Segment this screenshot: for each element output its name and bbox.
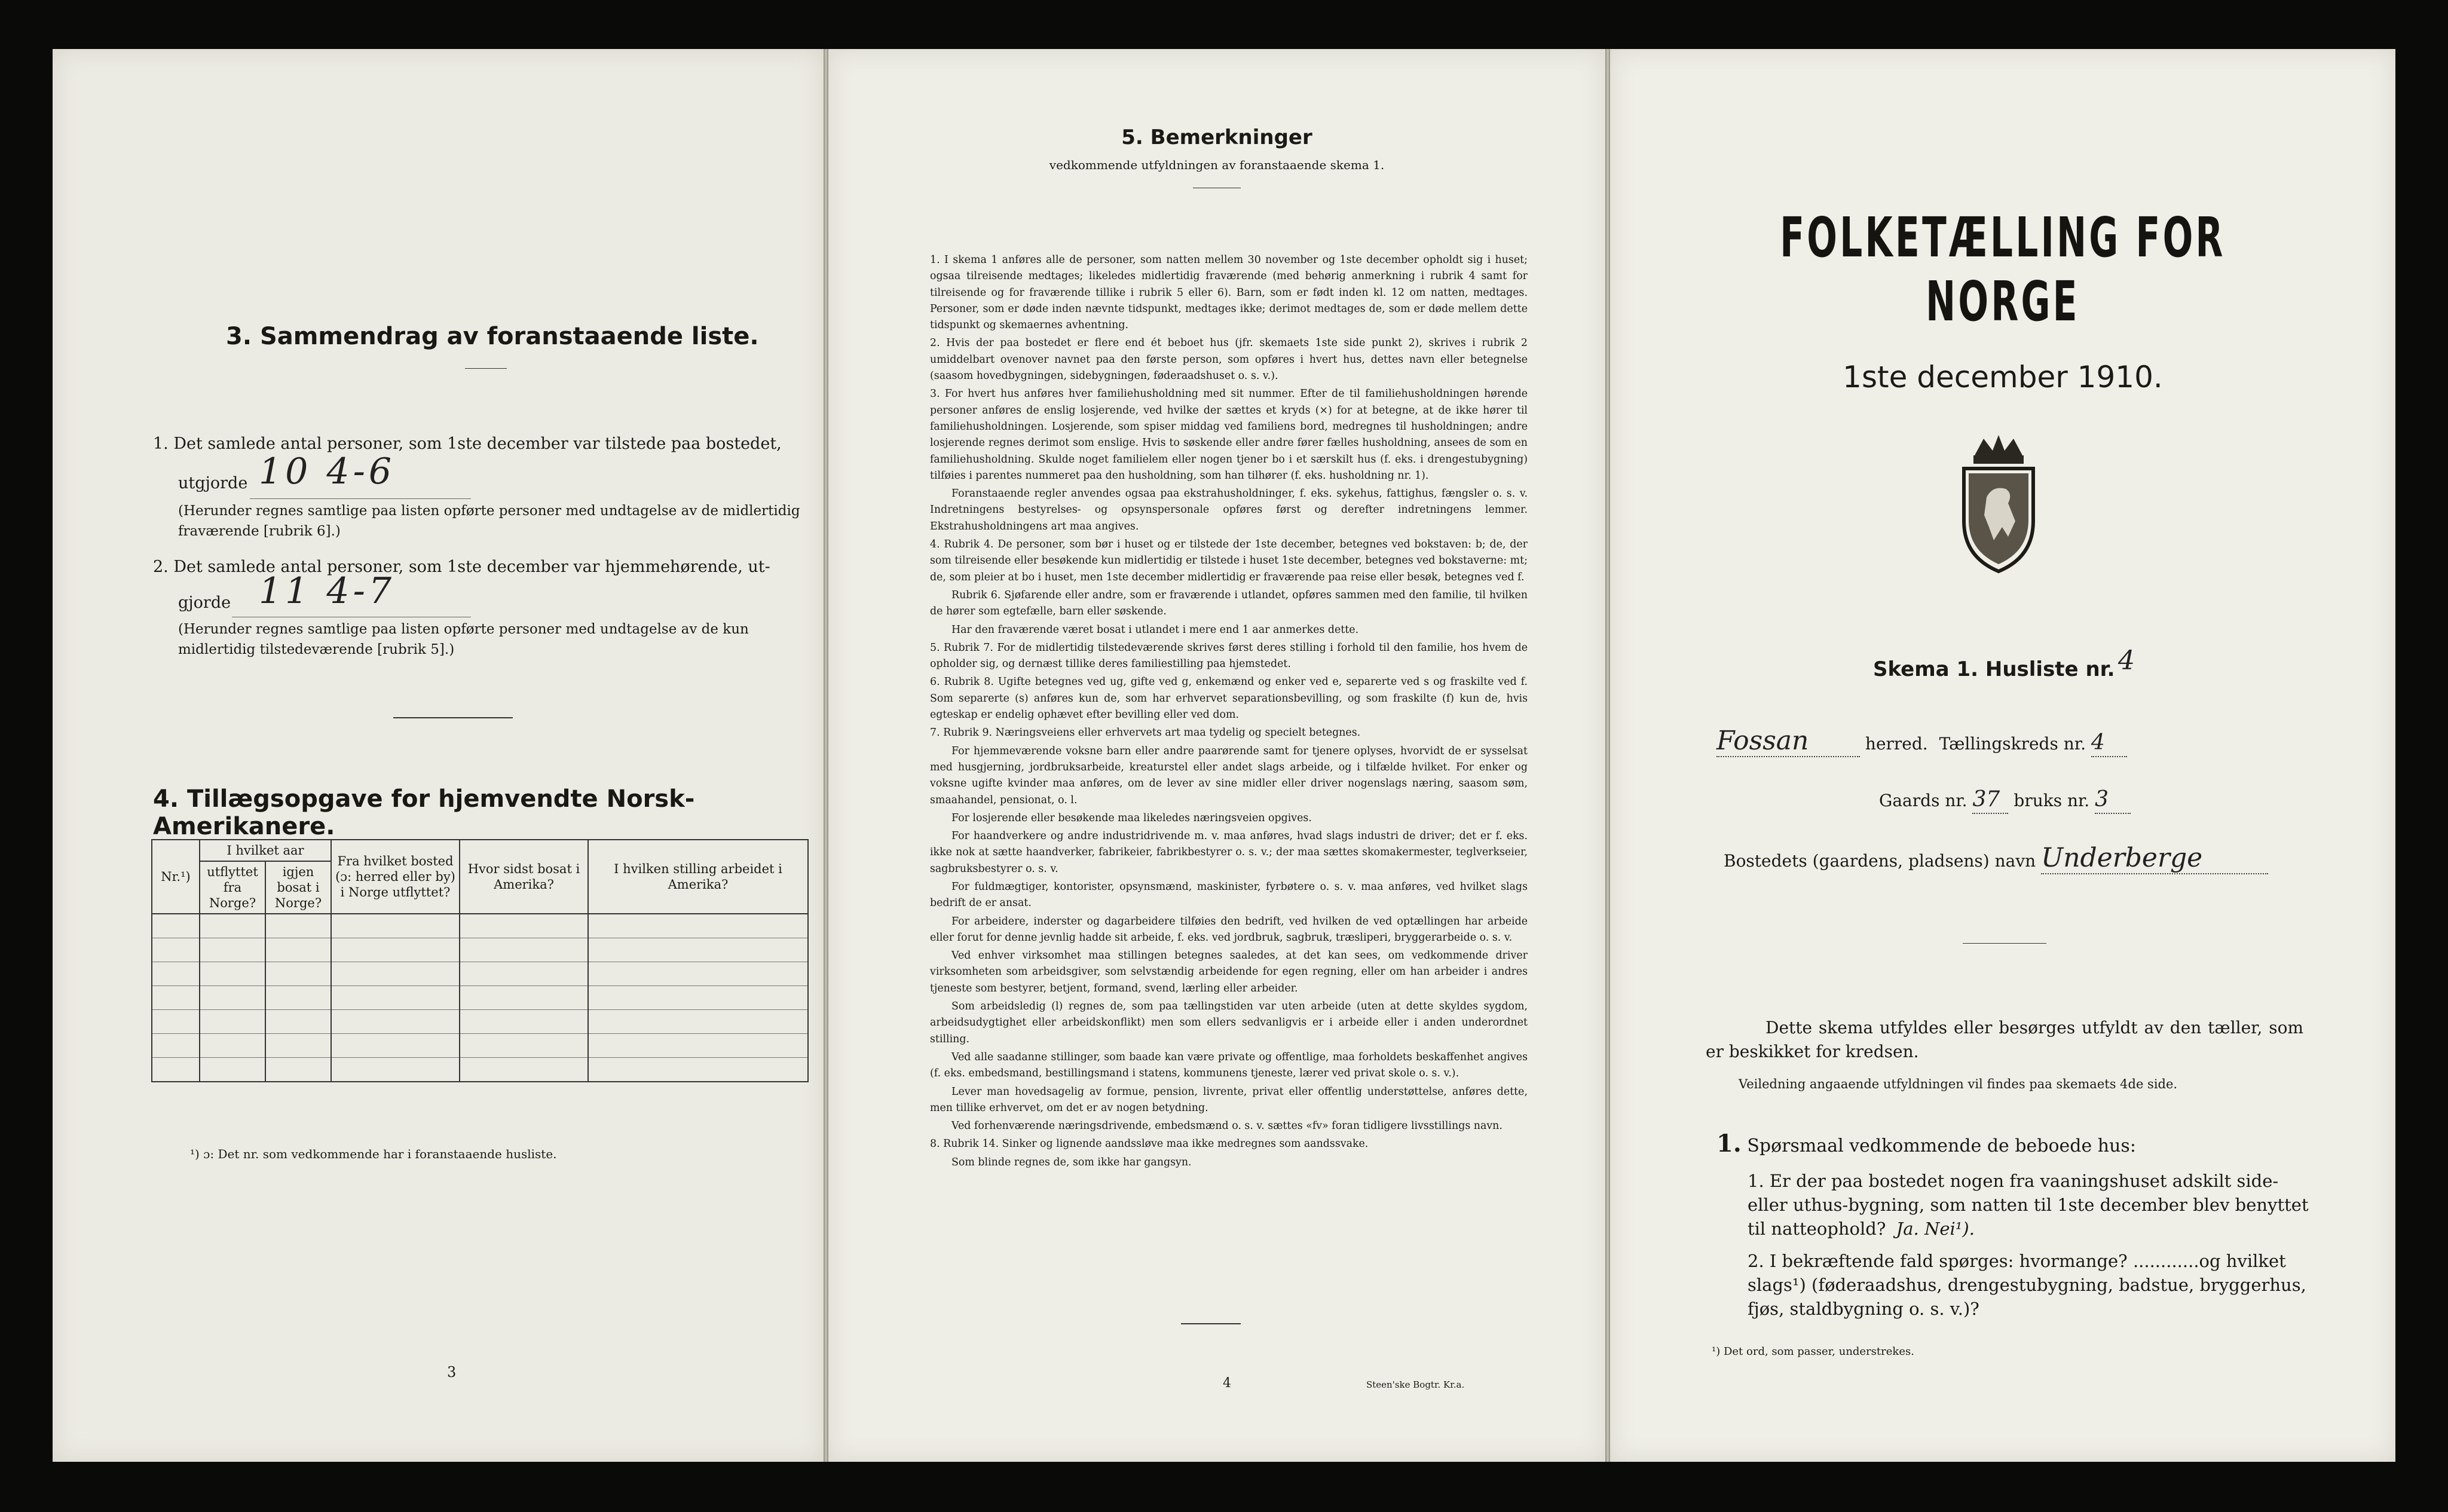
remark-paragraph: Ved forhenværende næringsdrivende, embedsmænd o. s. v. sættes «fv» foran tidligere livsstillings navn. xyxy=(951,1120,1503,1133)
col-returned: igjen bosat i Norge? xyxy=(265,861,331,914)
remarks-title: 5. Bemerkninger xyxy=(1121,126,1312,149)
right-page xyxy=(1610,49,2395,1462)
remark-paragraph: 3. For hvert hus anføres hver familiehusholdning med sit nummer. Efter de til familiehusholdningen hørende personer anføres de enslig losjerende, ved hvilke der sættes et kryds (×) for at betegne, at de ikke hører til familiehusholdningen. Losjerende, som spiser middag ved familiens bord, medregnes til husholdningen; andre losjerende regnes derimot som enslige. Hvis to søskende eller andre fører fælles husholdning, ansees de som en familiehusholdning. Skulde noget familielem eller nogen tjener bo i et særskilt hus (f. eks. i drengestubygning) tilføies i parentes nummeret paa den husholdning, som han tilhører (f. eks. husholdning nr. 1). xyxy=(930,388,1528,482)
remark-paragraph: Ved enhver virksomhet maa stillingen betegnes saaledes, at det kan sees, om vedkommende driver virksomheten som arbeidsgiver, som selvstændig arbeidende for egen regning, eller om han arbeider i andres tjeneste som bestyrer, betjent, formand, svend, lærling eller arbeider. xyxy=(930,950,1528,994)
remark-paragraph: Foranstaaende regler anvendes ogsaa paa ekstrahusholdninger, f. eks. sykehus, fattighus, fængsler o. s. v. Indretningens bestyrelses- og opsynspersonale opføres først og derefter indretningens lemmer. Ekstrahusholdningens art maa angives. xyxy=(930,488,1528,532)
page-fold xyxy=(1605,49,1610,1462)
herred-value: Fossan xyxy=(1716,726,1809,756)
summary-item-1-value: 10 4-6 xyxy=(259,451,396,492)
gaards-value: 37 xyxy=(1972,787,2000,812)
page-number: 4 xyxy=(1223,1376,1231,1391)
skema-label: Skema 1. Husliste nr. xyxy=(1873,657,2115,681)
gaards-label: Gaards nr. xyxy=(1879,791,1967,810)
remark-paragraph: Som arbeidsledig (l) regnes de, som paa tællingstiden var uten arbeide (uten at dette skyldes sygdom, arbeidsudygtighet eller arbeidskonflikt) men som ellers sedvanligvis er i arbeide eller i anden underordnet stilling. xyxy=(930,1000,1528,1045)
guidance-text: Veiledning angaaende utfyldningen vil findes paa skemaets 4de side. xyxy=(1739,1077,2178,1091)
table-footnote: ¹) ɔ: Det nr. som vedkommende har i foranstaaende husliste. xyxy=(190,1147,557,1161)
herred-label: herred. xyxy=(1865,734,1928,754)
norsk-amerikanere-table xyxy=(151,839,809,1082)
summary-item-2 xyxy=(153,553,816,581)
remark-paragraph: 8. Rubrik 14. Sinker og lignende aandssløve maa ikke medregnes som aandssvake. xyxy=(930,1138,1369,1150)
summary-item-1-text: 1. Det samlede antal personer, som 1ste december var tilstede paa bostedet, xyxy=(153,434,782,453)
section-divider xyxy=(393,717,513,718)
kreds-value: 4 xyxy=(2091,730,2105,755)
table-row xyxy=(152,986,808,1010)
husliste-number: 4 xyxy=(2118,645,2135,676)
question-1 xyxy=(1748,1169,2309,1241)
footnote: ¹) Det ord, som passer, understrekes. xyxy=(1712,1345,1914,1358)
question-1-text: 1. Er der paa bostedet nogen fra vaaningshuset adskilt side- eller uthus-bygning, som natten til 1ste december blev benyttet til natteophold? xyxy=(1748,1171,2309,1239)
table-row xyxy=(152,962,808,986)
remark-paragraph: For losjerende eller besøkende maa likeledes næringsveien opgives. xyxy=(951,812,1312,824)
remark-paragraph: For hjemmeværende voksne barn eller andre paarørende samt for tjenere oplyses, hvorvidt de er sysselsat med husgjerning, jordbruksarbeide, kreaturstel eller andet slags arbeide, og i tilfælde hvilket. For enker og voksne ugifte kvinder maa anføres, om de lever av sine midler eller driver nogenslags næring, saasom søm, smaahandel, pensionat, o. l. xyxy=(930,745,1528,806)
remark-paragraph: For haandverkere og andre industridrivende m. v. maa anføres, hvad slags industri de driver; det er f. eks. ikke nok at sætte haandverker, fabrikeier, fabrikbestyrer o. s. v.; der maa sættes skomakermester, teglverkseier, sagbruksbestyrer o. s. v. xyxy=(930,830,1528,875)
remark-paragraph: Har den fraværende været bosat i utlandet i mere end 1 aar anmerkes dette. xyxy=(951,623,1359,636)
summary-item-2-text: 2. Det samlede antal personer, som 1ste december var hjemmehørende, ut- xyxy=(153,558,770,576)
remark-paragraph: 5. Rubrik 7. For de midlertidig tilstedeværende skrives først deres stilling i forhold til den familie, hos hvem de opholder sig, og dernæst tillike deres familiestilling paa hjemstedet. xyxy=(930,641,1528,671)
summary-item-2-note: (Herunder regnes samtlige paa listen opførte personer med undtagelse av de kun midlertidig tilstedeværende [rubrik 5].) xyxy=(178,622,749,657)
remark-paragraph: 6. Rubrik 8. Ugifte betegnes ved ug, gifte ved g, enkemænd og enker ved e, separerte ved s og fraskilte ved f. Som separerte (s) anføres kun de, som har erhvervet separationsbevilling, og som fraskilte (f) kun de, hvis egteskap er endelig ophævet efter bevilling eller ved dom. xyxy=(930,676,1528,721)
col-emigrated: utflyttet fra Norge? xyxy=(200,861,265,914)
page-fold xyxy=(824,49,828,1462)
summary-item-2-prefix: gjorde xyxy=(178,593,231,612)
col-last-america: Hvor sidst bosat i Amerika? xyxy=(460,840,588,914)
summary-item-1-note: (Herunder regnes samtlige paa listen opførte personer med undtagelse av de midlertidig fraværende [rubrik 6].) xyxy=(178,503,800,539)
coat-of-arms-icon xyxy=(1951,431,2046,575)
kreds-label: Tællingskreds nr. xyxy=(1939,734,2086,754)
bruks-label: bruks nr. xyxy=(2014,791,2090,810)
table-row xyxy=(152,1010,808,1034)
end-divider xyxy=(1181,1323,1241,1324)
title-divider xyxy=(465,368,507,369)
value-underline xyxy=(250,498,471,499)
questions-header-number: 1. xyxy=(1716,1130,1742,1158)
remarks-list xyxy=(930,252,1528,1173)
middle-page xyxy=(828,49,1605,1462)
col-nr: Nr.¹) xyxy=(152,840,200,914)
question-2: 2. I bekræftende fald spørges: hvormange? ............og hvilket slags¹) (føderaadshus, drengestubygning, badstue, bryggerhus, fjøs, staldbygning o. s. v.)? xyxy=(1748,1251,2306,1319)
remark-paragraph: 7. Rubrik 9. Næringsveiens eller erhvervets art maa tydelig og specielt betegnes. xyxy=(930,727,1361,739)
remark-paragraph: Lever man hovedsagelig av formue, pension, livrente, privat eller offentlig understøttelse, anføres dette, men tillike erhvervet, om det er av nogen betydning. xyxy=(930,1085,1528,1114)
remarks-subtitle: vedkommende utfyldningen av foranstaaende skema 1. xyxy=(1049,158,1385,172)
bosted-value: Underberge xyxy=(2041,843,2203,873)
bosted-label: Bostedets (gaardens, pladsens) navn xyxy=(1724,851,2036,871)
question-1-answers: Ja. Nei¹). xyxy=(1896,1219,1975,1239)
col-from-where: Fra hvilket bosted (ɔ: herred eller by) i Norge utflyttet? xyxy=(331,840,460,914)
summary-item-1-prefix: utgjorde xyxy=(178,474,248,492)
printer-credit: Steen'ske Bogtr. Kr.a. xyxy=(1366,1379,1465,1390)
herred-line xyxy=(1716,726,2344,757)
questions-header-text: Spørsmaal vedkommende de beboede hus: xyxy=(1747,1135,2136,1156)
intro-text: Dette skema utfyldes eller besørges utfyldt av den tæller, som er beskikket for kredsen. xyxy=(1706,1018,2303,1061)
gaards-line xyxy=(1879,788,2131,814)
col-position-america: I hvilken stilling arbeidet i Amerika? xyxy=(588,840,808,914)
census-date: 1ste december 1910. xyxy=(1843,360,2163,394)
bruks-value: 3 xyxy=(2095,787,2109,812)
remark-paragraph: 4. Rubrik 4. De personer, som bør i huset og er tilstede der 1ste december, betegnes ved bokstaven: b; de, der som tilreisende eller besøkende kun midlertidig er tilstede i huset 1ste december, betegnes ved bokstaverne: mt; de, som pleier at bo i huset, men 1ste december midlertidig er fraværende paa reise eller besøk, betegnes ved f. xyxy=(930,538,1528,583)
remark-paragraph: 2. Hvis der paa bostedet er flere end ét beboet hus (jfr. skemaets 1ste side punkt 2), skrives i rubrik 2 umiddelbart ovenover navnet paa den første person, som opføres i hvert hus, dettes navn eller betegnelse (saasom hovedbygningen, sidebygningen, føderaadshuset o. s. v.). xyxy=(930,337,1528,382)
section-3-title: 3. Sammendrag av foranstaaende liste. xyxy=(226,323,759,350)
ornament-divider xyxy=(1963,943,2046,944)
table-row xyxy=(152,1034,808,1058)
summary-item-2-value: 11 4-7 xyxy=(259,570,396,612)
page-number: 3 xyxy=(447,1364,457,1381)
table-row xyxy=(152,938,808,962)
remark-paragraph: Som blinde regnes de, som ikke har gangsyn. xyxy=(951,1156,1192,1168)
bosted-line xyxy=(1724,843,2268,874)
summary-item-1 xyxy=(153,430,816,458)
left-page xyxy=(53,49,824,1462)
remark-paragraph: Rubrik 6. Sjøfarende eller andre, som er fraværende i utlandet, opføres sammen med den familie, til hvilken de hører som egtefælle, barn eller søskende. xyxy=(930,589,1528,618)
remark-paragraph: For arbeidere, inderster og dagarbeidere tilføies den bedrift, ved hvilken de ved optællingen har arbeide eller forut for denne jevnlig hadde sit arbeide, f. eks. ved jordbruk, sagbruk, træsliperi, bryggerarbeide o. s. v. xyxy=(930,915,1528,944)
questions-header xyxy=(1716,1132,2136,1158)
col-group-year: I hvilket aar xyxy=(200,840,331,861)
remark-paragraph: 1. I skema 1 anføres alle de personer, som natten mellem 30 november og 1ste december opholdt sig i huset; ogsaa tilreisende medtages; likeledes midlertidig fraværende (med behørig anmerkning i rubrik 4 samt for tilreisende og for fraværende tillike i rubrik 5 eller 6). Barn, som er født inden kl. 12 om natten, medtages. Personer, som er døde inden nævnte tidspunkt, medtages ikke; derimot medtages de, som er døde mellem dette tidspunkt og skemaernes avhentning. xyxy=(930,254,1528,332)
section-4-title: 4. Tillægsopgave for hjemvendte Norsk-Amerikanere. xyxy=(153,785,695,840)
remark-paragraph: Ved alle saadanne stillinger, som baade kan være private og offentlige, maa forholdets beskaffenhet angives (f. eks. embedsmand, bestillingsmand i statens, kommunens tjeneste, lærer ved privat skole o. s. v.). xyxy=(930,1051,1528,1080)
remark-paragraph: For fuldmægtiger, kontorister, opsynsmænd, maskinister, fyrbøtere o. s. v. maa anføres, ved hvilket slags bedrift de er ansat. xyxy=(930,880,1528,910)
table-row xyxy=(152,1058,808,1082)
main-title: FOLKETÆLLING FOR NORGE xyxy=(1780,206,2226,333)
table-row xyxy=(152,914,808,938)
